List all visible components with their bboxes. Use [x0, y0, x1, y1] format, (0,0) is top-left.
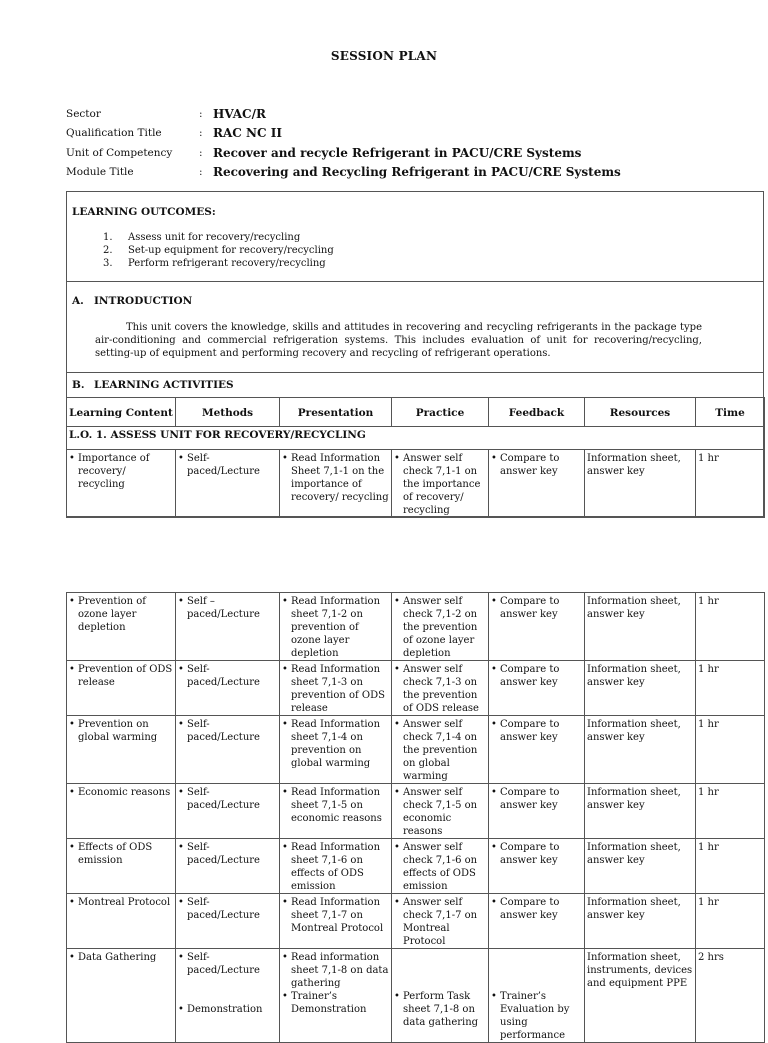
table-row: • Effects of ODS emission • Self-paced/Lecture • Read Information sheet 7,1-6 on effects of ODS emission • Answer self check 7,1-6 on effects of ODS emission • Compare to answer key Information sheet, answer key 1 hr	[67, 839, 765, 894]
resources-cell: Information sheet, answer key	[585, 784, 696, 839]
time-cell: 2 hrs	[696, 949, 765, 1043]
column-header: Learning Content	[67, 398, 176, 427]
method-cell: Self-paced/Lecture	[187, 842, 260, 866]
info-block	[66, 104, 621, 182]
presentation-cell: Read information sheet 7,1-8 on data gathering	[291, 952, 389, 989]
learning-outcomes-heading: LEARNING OUTCOMES:	[72, 206, 216, 218]
resources-cell: Information sheet, answer key	[585, 661, 696, 716]
method-cell: Self-paced/Lecture	[187, 787, 260, 811]
list-item: 2. Set-up equipment for recovery/recycling	[103, 245, 334, 256]
method-cell: Self-paced/Lecture	[187, 897, 260, 921]
time-cell: 1 hr	[696, 784, 765, 839]
time-cell: 1 hr	[696, 593, 765, 661]
practice-cell: Answer self check 7,1-3 on the prevention of ODS release	[403, 664, 479, 714]
info-row-unit	[66, 143, 621, 163]
resources-cell: Information sheet, answer key	[585, 450, 696, 518]
content-cell: Prevention on global warming	[78, 719, 158, 743]
time-cell: 1 hr	[696, 716, 765, 784]
divider	[67, 372, 763, 373]
info-colon: :	[199, 127, 203, 140]
column-header: Feedback	[489, 398, 585, 427]
time-cell: 1 hr	[696, 839, 765, 894]
practice-cell: Perform Task sheet 7,1-8 on data gathering	[403, 991, 479, 1028]
list-item: 3. Perform refrigerant recovery/recycling	[103, 258, 326, 269]
column-header: Practice	[392, 398, 489, 427]
table-row: • Importance of recovery/ recycling • Self-paced/Lecture • Read Information Sheet 7,1-1 on the importance of recovery/ recycling • Answer self check 7,1-1 on the importance of recovery/ recycling • Compare to answer key Information sheet, answer key 1 hr	[67, 450, 765, 518]
presentation-cell: Read Information sheet 7,1-5 on economic reasons	[291, 787, 382, 824]
feedback-cell: Compare to answer key	[500, 664, 560, 688]
info-row-qualification	[66, 124, 621, 144]
practice-cell: Answer self check 7,1-1 on the importance of recovery/ recycling	[403, 453, 481, 516]
info-row-sector	[66, 104, 621, 124]
feedback-cell: Compare to answer key	[500, 787, 560, 811]
info-label: Unit of Competency	[66, 146, 173, 159]
feedback-cell: Compare to answer key	[500, 897, 560, 921]
presentation-cell: Trainer’s Demonstration	[291, 991, 367, 1015]
practice-cell: Answer self check 7,1-6 on effects of ODS emission	[403, 842, 478, 892]
method-cell: Self-paced/Lecture	[187, 719, 260, 743]
table-row: • Montreal Protocol • Self-paced/Lecture • Read Information sheet 7,1-7 on Montreal Protocol • Answer self check 7,1-7 on Montreal Protocol • Compare to answer key Information sheet, answer key 1 hr	[67, 894, 765, 949]
method-cell: Self-paced/Lecture	[187, 453, 260, 477]
method-cell: Self-paced/Lecture	[187, 664, 260, 688]
info-colon: :	[199, 146, 203, 159]
activities-table	[66, 397, 765, 518]
info-label: Sector	[66, 107, 101, 120]
lo1-row	[67, 427, 765, 450]
method-cell: Self – paced/Lecture	[187, 596, 260, 620]
info-colon: :	[199, 107, 203, 120]
practice-cell: Answer self check 7,1-5 on economic reasons	[403, 787, 478, 837]
page-title: SESSION PLAN	[330, 49, 438, 63]
presentation-cell: Read Information sheet 7,1-7 on Montreal Protocol	[291, 897, 384, 934]
method-cell: Demonstration	[187, 1004, 263, 1015]
table-row: • Economic reasons • Self-paced/Lecture • Read Information sheet 7,1-5 on economic reasons • Answer self check 7,1-5 on economic reasons • Compare to answer key Information sheet, answer key 1 hr	[67, 784, 765, 839]
table-row: • Prevention of ozone layer depletion • Self – paced/Lecture • Read Information sheet 7,1-2 on prevention of ozone layer depletion • Answer self check 7,1-2 on the prevention of ozone layer depletion • Compare to answer key Information sheet, answer key 1 hr	[67, 593, 765, 661]
resources-cell: Information sheet, instruments, devices and equipment PPE	[585, 949, 696, 1043]
learning-activities-heading: B. LEARNING ACTIVITIES	[72, 379, 234, 391]
info-value: Recovering and Recycling Refrigerant in PACU/CRE Systems	[213, 165, 621, 180]
column-header: Methods	[176, 398, 280, 427]
info-colon: :	[199, 166, 203, 179]
content-cell: Prevention of ODS release	[78, 664, 173, 688]
feedback-cell: Compare to answer key	[500, 842, 560, 866]
practice-cell: Answer self check 7,1-4 on the prevention on global warming	[403, 719, 478, 782]
introduction-heading: A. INTRODUCTION	[72, 295, 193, 307]
resources-cell: Information sheet, answer key	[585, 716, 696, 784]
content-cell: Effects of ODS emission	[78, 842, 153, 866]
time-cell: 1 hr	[696, 450, 765, 518]
list-item: 1. Assess unit for recovery/recycling	[103, 232, 301, 243]
resources-cell: Information sheet, answer key	[585, 593, 696, 661]
table-row: • Prevention of ODS release • Self-paced/Lecture • Read Information sheet 7,1-3 on prevention of ODS release • Answer self check 7,1-3 on the prevention of ODS release • Compare to answer key Information sheet, answer key 1 hr	[67, 661, 765, 716]
time-cell: 1 hr	[696, 661, 765, 716]
column-header: Resources	[585, 398, 696, 427]
feedback-cell: Compare to answer key	[500, 453, 560, 477]
column-header: Time	[696, 398, 765, 427]
content-cell: Data Gathering	[78, 952, 157, 963]
lo1-heading: L.O. 1. ASSESS UNIT FOR RECOVERY/RECYCLING	[67, 427, 765, 450]
content-cell: Montreal Protocol	[78, 897, 171, 908]
time-cell: 1 hr	[696, 894, 765, 949]
presentation-cell: Read Information sheet 7,1-3 on prevention of ODS release	[291, 664, 385, 714]
practice-cell: Answer self check 7,1-7 on Montreal Protocol	[403, 897, 478, 947]
content-cell: Prevention of ozone layer depletion	[78, 596, 147, 633]
content-cell: Importance of recovery/ recycling	[78, 453, 150, 490]
table-header-row	[67, 398, 765, 427]
column-header: Presentation	[280, 398, 392, 427]
table-row: • Prevention on global warming • Self-paced/Lecture • Read Information sheet 7,1-4 on prevention on global warming • Answer self check 7,1-4 on the prevention on global warming • Compare to answer key Information sheet, answer key 1 hr	[67, 716, 765, 784]
method-cell: Self-paced/Lecture	[187, 952, 260, 976]
presentation-cell: Read Information sheet 7,1-6 on effects of ODS emission	[291, 842, 381, 892]
info-value: Recover and recycle Refrigerant in PACU/CRE Systems	[213, 145, 582, 160]
introduction-text: This unit covers the knowledge, skills and attitudes in recovering and recycling refrigerants in the package type air-conditioning and commercial refrigeration systems. This includes evaluation of unit for recovering/recycling, setting-up of equipment and performing recovery and recycling of refrigerant operations.	[95, 322, 702, 359]
practice-cell: Answer self check 7,1-2 on the prevention of ozone layer depletion	[403, 596, 478, 659]
info-value: RAC NC II	[213, 126, 282, 141]
resources-cell: Information sheet, answer key	[585, 839, 696, 894]
presentation-cell: Read Information sheet 7,1-2 on prevention of ozone layer depletion	[291, 596, 381, 659]
resources-cell: Information sheet, answer key	[585, 894, 696, 949]
presentation-cell: Read Information Sheet 7,1-1 on the importance of recovery/ recycling	[291, 453, 389, 503]
table-row: • Data Gathering • Self-paced/Lecture • Demonstration • Read information sheet 7,1-8 on data gathering • Trainer’s Demonstration • Perform Task sheet 7,1-8 on data gathering • Trainer’s Evaluation by using performance Information sheet, instruments, devices and equipment PPE 2 hrs	[67, 949, 765, 1043]
info-label: Module Title	[66, 166, 134, 179]
info-value: HVAC/R	[213, 106, 266, 121]
info-label: Qualification Title	[66, 127, 162, 140]
feedback-cell: Compare to answer key	[500, 719, 560, 743]
rows-body	[67, 593, 765, 949]
content-cell: Economic reasons	[78, 787, 171, 798]
divider	[67, 281, 763, 282]
info-row-module	[66, 163, 621, 183]
activities-table-continued	[66, 592, 765, 1043]
feedback-cell: Compare to answer key	[500, 596, 560, 620]
feedback-cell: Trainer’s Evaluation by using performance	[500, 991, 570, 1041]
presentation-cell: Read Information sheet 7,1-4 on prevention on global warming	[291, 719, 381, 769]
learning-outcomes-list	[103, 231, 334, 270]
